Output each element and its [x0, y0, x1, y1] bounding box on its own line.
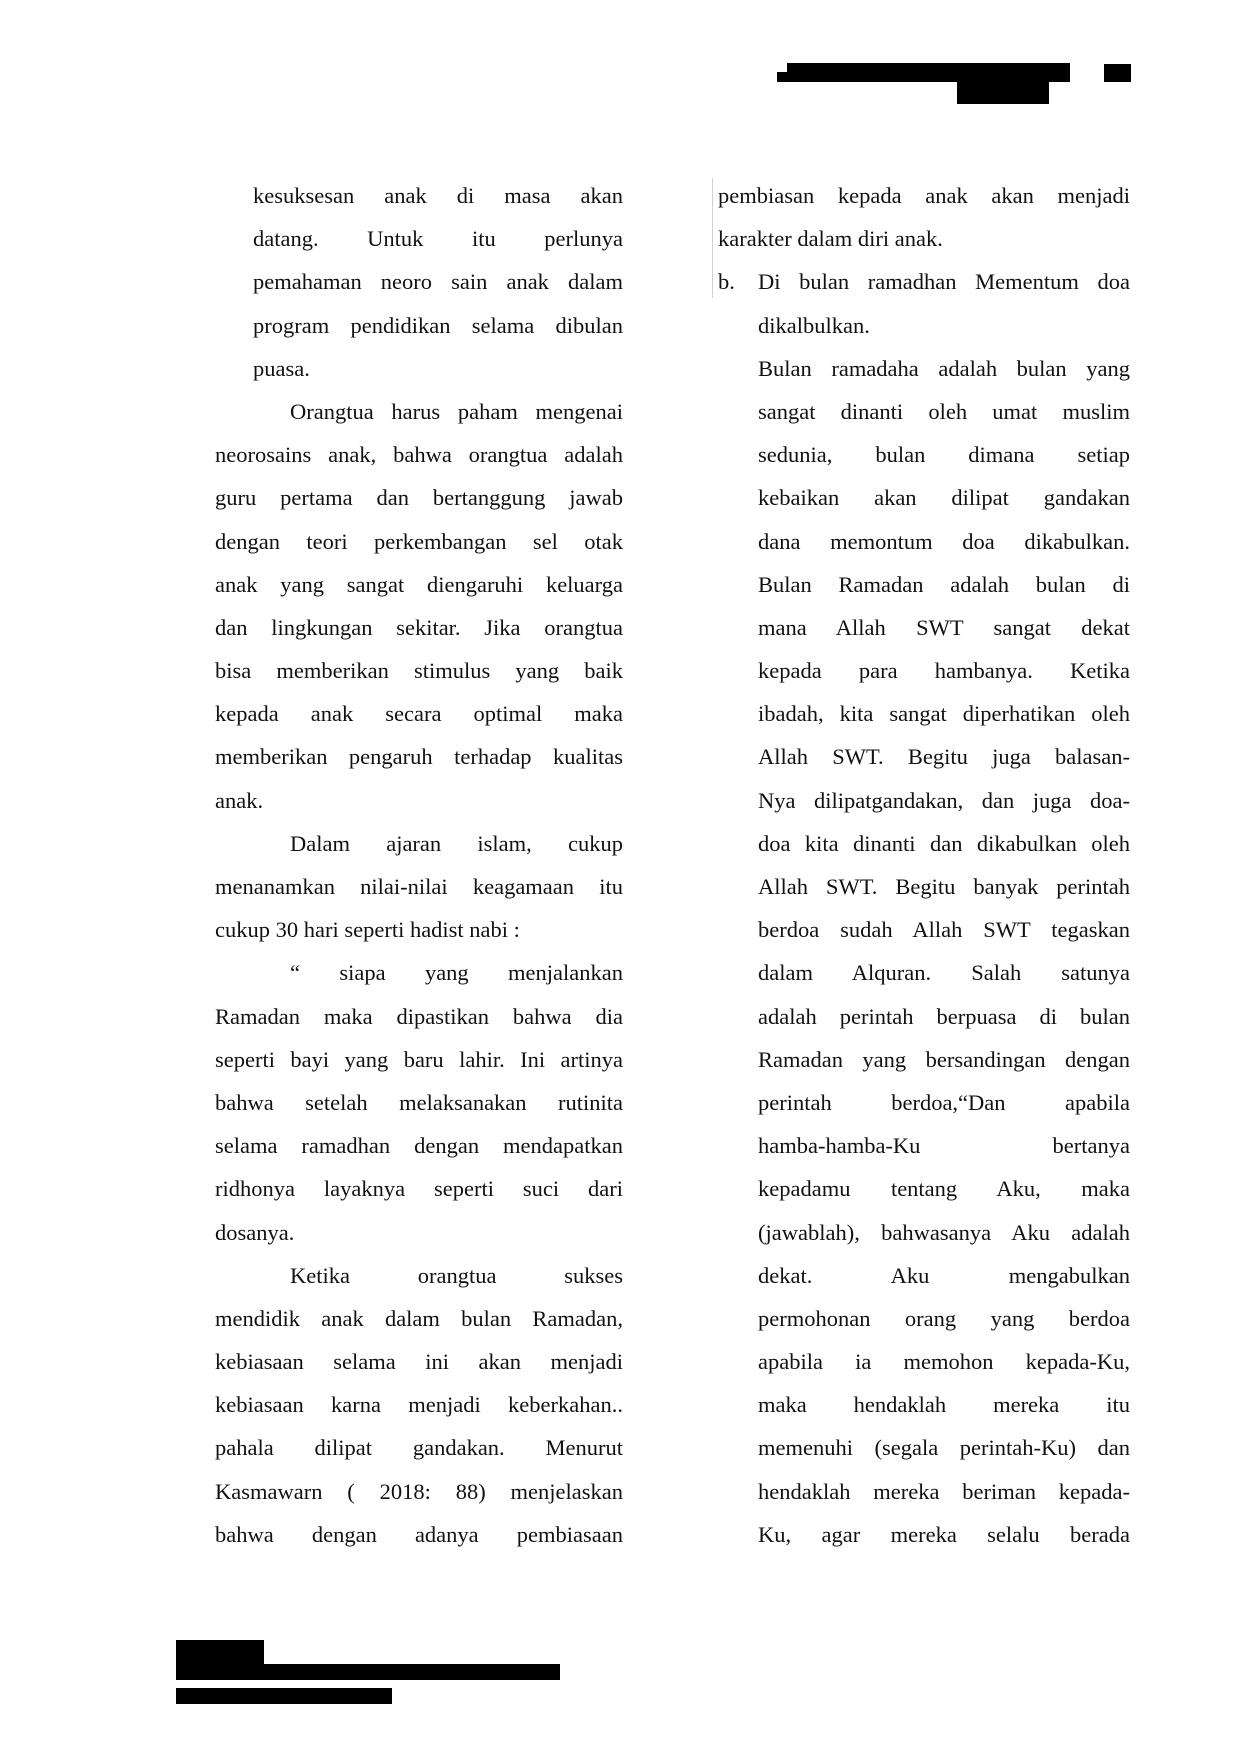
line-text: seperti bayi yang baru lahir. Ini artinya: [215, 1046, 623, 1072]
text-line: [215, 865, 623, 908]
text-line: [718, 1426, 1130, 1469]
line-text: memenuhi (segala perintah-Ku) dan: [758, 1435, 1130, 1461]
text-line: [215, 1167, 623, 1210]
line-text: maka hendaklah mereka itu: [758, 1392, 1130, 1418]
text-line: [215, 1254, 623, 1297]
line-text: anak yang sangat diengaruhi keluarga: [215, 571, 623, 597]
line-text: permohonan orang yang berdoa: [758, 1305, 1130, 1331]
list-marker: b.: [718, 269, 735, 295]
line-text: pemahaman neoro sain anak dalam: [253, 269, 623, 295]
text-line: [215, 1297, 623, 1340]
line-text: sangat dinanti oleh umat muslim: [758, 398, 1130, 424]
line-text: Di bulan ramadhan Mementum doa: [758, 269, 1130, 295]
text-line: [718, 779, 1130, 822]
line-text: doa kita dinanti dan dikabulkan oleh: [758, 830, 1130, 856]
line-text: mana Allah SWT sangat dekat: [758, 614, 1130, 640]
footer-redaction: [176, 1664, 560, 1680]
text-line: [718, 908, 1130, 951]
line-text: karakter dalam diri anak.: [718, 226, 943, 252]
text-line: [718, 1470, 1130, 1513]
line-text: dikalbulkan.: [758, 312, 870, 338]
text-line: [718, 1383, 1130, 1426]
text-line: [718, 217, 1130, 260]
line-text: Ku, agar mereka selalu berada: [758, 1521, 1130, 1547]
line-text: bisa memberikan stimulus yang baik: [215, 658, 623, 684]
line-text: cukup 30 hari seperti hadist nabi :: [215, 917, 520, 943]
text-line: [215, 347, 623, 390]
line-text: anak.: [215, 787, 264, 813]
text-line: [215, 995, 623, 1038]
text-line: [718, 1254, 1130, 1297]
text-line: [215, 692, 623, 735]
footer-redaction-subline: [176, 1688, 392, 1704]
text-line: [718, 1038, 1130, 1081]
line-text: perintah berdoa,“Dan apabila: [758, 1089, 1130, 1115]
text-line: [215, 1383, 623, 1426]
line-text: bahwa dengan adanya pembiasaan: [215, 1521, 623, 1547]
text-line: [718, 1297, 1130, 1340]
line-text: program pendidikan selama dibulan: [253, 312, 623, 338]
text-line: [215, 174, 623, 217]
line-text: sedunia, bulan dimana setiap: [758, 442, 1130, 468]
text-line: [215, 735, 623, 778]
text-line: [718, 951, 1130, 994]
line-text: datang. Untuk itu perlunya: [253, 226, 623, 252]
text-line: [215, 1426, 623, 1469]
line-text: pahala dilipat gandakan. Menurut: [215, 1435, 623, 1461]
line-text: ibadah, kita sangat diperhatikan oleh: [758, 701, 1130, 727]
text-line: [718, 520, 1130, 563]
line-text: kepadamu tentang Aku, maka: [758, 1176, 1130, 1202]
line-text: Allah SWT. Begitu banyak perintah: [758, 874, 1130, 899]
column-edge-line: [712, 178, 713, 298]
text-line: [718, 692, 1130, 735]
line-text: pembiasan kepada anak akan menjadi: [718, 183, 1130, 208]
line-text: (jawablah), bahwasanya Aku adalah: [758, 1219, 1130, 1245]
line-text: Bulan ramadaha adalah bulan yang: [758, 355, 1130, 381]
line-text: bahwa setelah melaksanakan rutinita: [215, 1089, 623, 1115]
text-line: [215, 433, 623, 476]
line-text: Allah SWT. Begitu juga balasan-: [758, 744, 1130, 770]
text-line: [215, 563, 623, 606]
header-redaction-mark: [1104, 64, 1131, 82]
line-text: ridhonya layaknya seperti suci dari: [215, 1176, 623, 1202]
text-line: [718, 390, 1130, 433]
text-line: [718, 174, 1130, 217]
text-line: [215, 476, 623, 519]
line-text: dekat. Aku mengabulkan: [758, 1262, 1130, 1288]
text-line: [215, 951, 623, 994]
text-line: [718, 1167, 1130, 1210]
line-text: dosanya.: [215, 1219, 295, 1245]
text-line: [718, 476, 1130, 519]
text-line: [215, 1081, 623, 1124]
text-line: [718, 1124, 1130, 1167]
line-text: dalam Alquran. Salah satunya: [758, 960, 1130, 986]
text-line: [215, 1124, 623, 1167]
line-text: puasa.: [253, 355, 310, 381]
line-text: guru pertama dan bertanggung jawab: [215, 485, 623, 511]
line-text: adalah perintah berpuasa di bulan: [758, 1003, 1130, 1029]
line-text: Kasmawarn ( 2018: 88) menjelaskan: [215, 1478, 623, 1504]
text-line: [718, 1081, 1130, 1124]
text-line: [215, 260, 623, 303]
line-text: hendaklah mereka beriman kepada-: [758, 1478, 1130, 1504]
text-line: [718, 995, 1130, 1038]
line-text: kesuksesan anak di masa akan: [253, 183, 623, 208]
text-line: [215, 649, 623, 692]
line-text: menanamkan nilai-nilai keagamaan itu: [215, 874, 623, 899]
line-text: kepada para hambanya. Ketika: [758, 658, 1130, 684]
text-line: [718, 260, 1130, 303]
text-line: [215, 1340, 623, 1383]
line-text: dan lingkungan sekitar. Jika orangtua: [215, 614, 623, 640]
text-line: [718, 1513, 1130, 1556]
text-line: [215, 908, 623, 951]
text-line: [215, 1038, 623, 1081]
line-text: Dalam ajaran islam, cukup: [290, 830, 623, 856]
line-text: kebiasaan karna menjadi keberkahan..: [215, 1392, 623, 1418]
text-line: [718, 563, 1130, 606]
text-line: [718, 822, 1130, 865]
text-line: [718, 1340, 1130, 1383]
line-text: kepada anak secara optimal maka: [215, 701, 623, 727]
line-text: kebiasaan selama ini akan menjadi: [215, 1349, 623, 1375]
text-line: [215, 304, 623, 347]
text-line: [215, 1513, 623, 1556]
text-line: [215, 1211, 623, 1254]
text-line: [215, 1470, 623, 1513]
line-text: dana memontum doa dikabulkan.: [758, 528, 1130, 554]
text-line: [718, 347, 1130, 390]
text-line: [215, 217, 623, 260]
line-text: memberikan pengaruh terhadap kualitas: [215, 744, 623, 770]
line-text: selama ramadhan dengan mendapatkan: [215, 1133, 623, 1159]
text-line: [718, 1211, 1130, 1254]
line-text: mendidik anak dalam bulan Ramadan,: [215, 1305, 623, 1331]
text-line: [718, 649, 1130, 692]
text-line: [215, 520, 623, 563]
line-text: “ siapa yang menjalankan: [290, 960, 623, 986]
line-text: Ramadan yang bersandingan dengan: [758, 1046, 1130, 1072]
line-text: hamba-hamba-Ku bertanya: [758, 1133, 1130, 1159]
text-line: [718, 304, 1130, 347]
line-text: dengan teori perkembangan sel otak: [215, 528, 623, 554]
header-redaction-block: [957, 80, 1049, 104]
line-text: neorosains anak, bahwa orangtua adalah: [215, 442, 623, 468]
right-column: [718, 174, 1130, 1556]
left-column: [215, 174, 623, 1556]
line-text: Ramadan maka dipastikan bahwa dia: [215, 1003, 623, 1029]
text-line: [718, 606, 1130, 649]
line-text: Nya dilipatgandakan, dan juga doa-: [758, 787, 1130, 813]
text-line: [215, 822, 623, 865]
text-line: [215, 779, 623, 822]
text-line: [215, 390, 623, 433]
line-text: apabila ia memohon kepada-Ku,: [758, 1349, 1130, 1375]
line-text: Orangtua harus paham mengenai: [290, 398, 623, 424]
text-line: [718, 735, 1130, 778]
line-text: kebaikan akan dilipat gandakan: [758, 485, 1130, 511]
text-line: [718, 865, 1130, 908]
line-text: Bulan Ramadan adalah bulan di: [758, 571, 1130, 597]
text-line: [718, 433, 1130, 476]
line-text: Ketika orangtua sukses: [290, 1262, 623, 1288]
text-line: [215, 606, 623, 649]
line-text: berdoa sudah Allah SWT tegaskan: [758, 917, 1130, 943]
